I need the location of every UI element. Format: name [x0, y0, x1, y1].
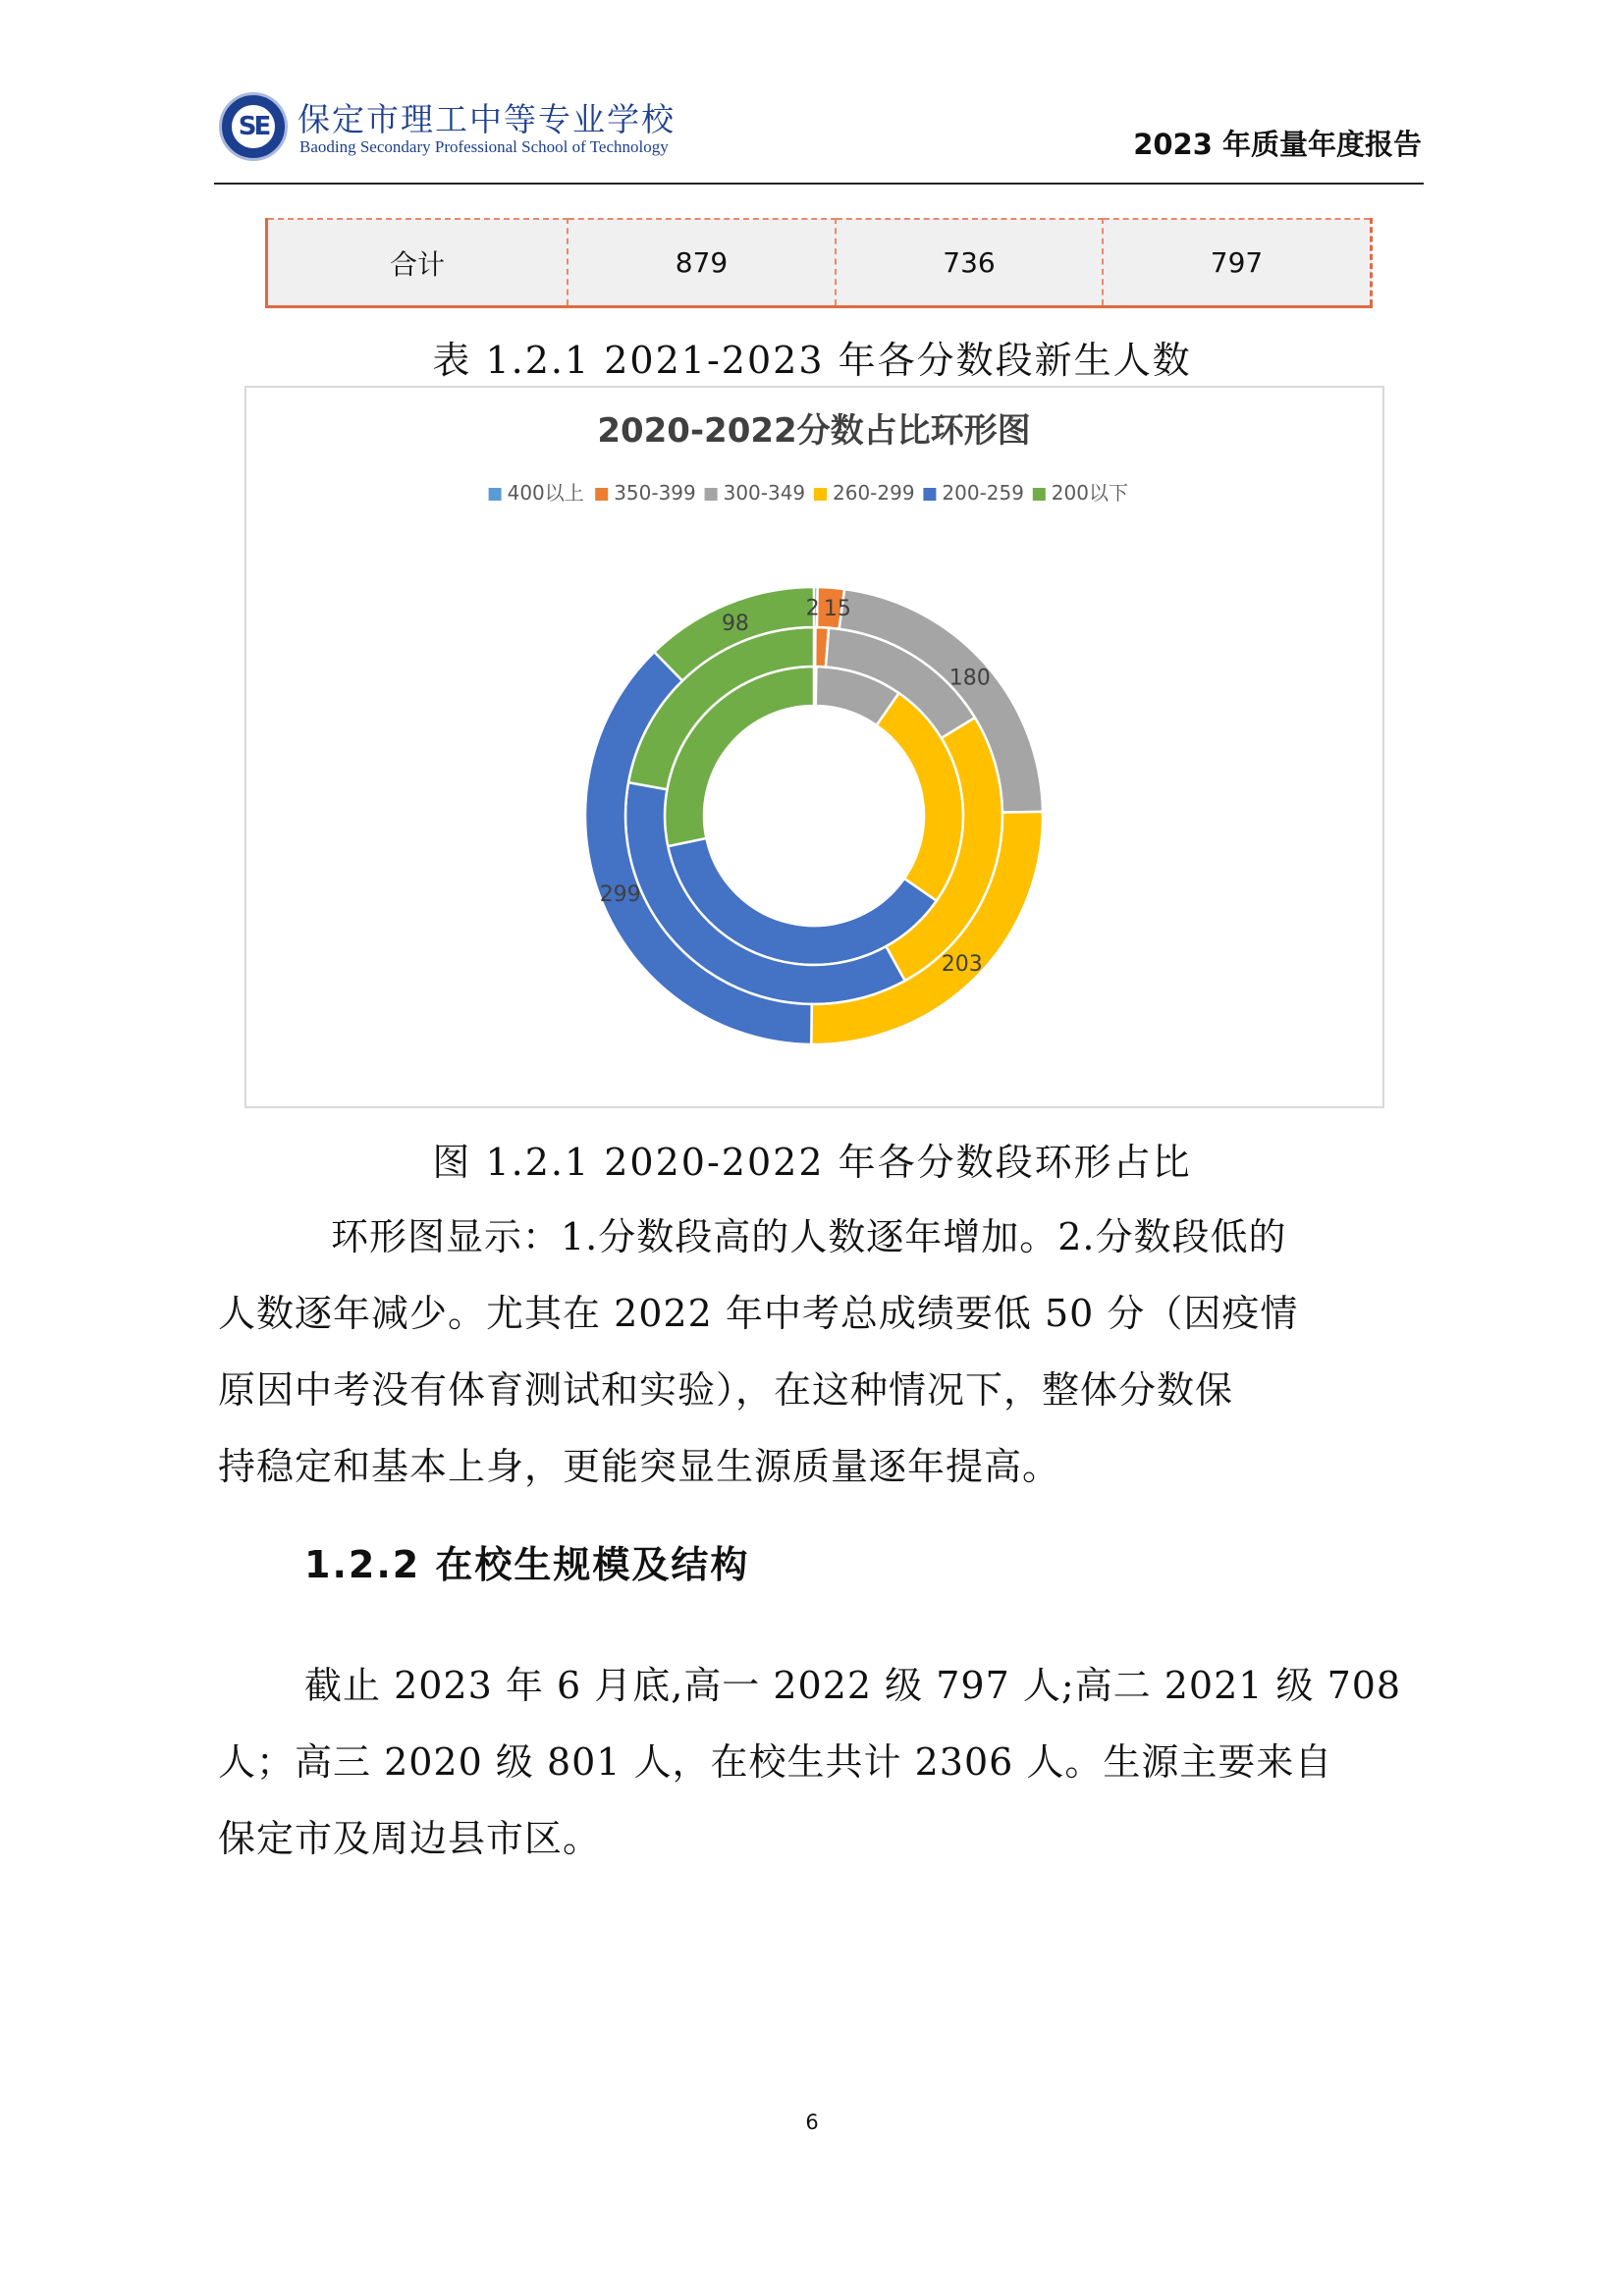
- chart-legend: [489, 481, 1128, 505]
- legend-label: 260-299: [833, 481, 915, 505]
- student-count-table: [265, 218, 1373, 308]
- legend-swatch: [489, 488, 502, 501]
- table-cell-2021: 879: [568, 219, 836, 307]
- legend-label: 400以上: [507, 481, 584, 505]
- body-line: 原因中考没有体育测试和实验），在这种情况下，整体分数保: [218, 1368, 1234, 1412]
- legend-swatch: [923, 488, 936, 501]
- table-row-total: [267, 219, 1372, 307]
- table-cell-2023: 797: [1103, 219, 1372, 307]
- school-name-en: Baoding Secondary Professional School of Technology: [299, 137, 669, 156]
- table-cell-label: 合计: [267, 219, 568, 307]
- school-logo: [219, 92, 288, 161]
- legend-label: 300-349: [723, 481, 806, 505]
- data-label: 2: [805, 596, 820, 621]
- legend-label: 350-399: [614, 481, 696, 505]
- table-cell-2022: 736: [836, 219, 1103, 307]
- section-paragraph: [218, 1647, 1412, 1877]
- section-heading: 1.2.2 在校生规模及结构: [304, 1543, 750, 1586]
- school-logo-mark: SE: [232, 105, 275, 148]
- table-caption: 表 1.2.1 2021-2023 年各分数段新生人数: [432, 339, 1192, 382]
- report-title: 2023 年质量年度报告: [1133, 128, 1422, 161]
- school-name-cn: 保定市理工中等专业学校: [298, 100, 676, 138]
- page-number: 6: [805, 2110, 819, 2134]
- legend-swatch: [595, 488, 608, 501]
- body-line: 环形图显示：1.分数段高的人数逐年增加。2.分数段低的: [331, 1215, 1287, 1258]
- chart-title: 2020-2022分数占比环形图: [597, 411, 1031, 451]
- section-line: 人；高三 2020 级 801 人，在校生共计 2306 人。生源主要来自: [218, 1740, 1333, 1784]
- section-line: 截止 2023 年 6 月底,高一 2022 级 797 人;高二 2021 级 708: [304, 1664, 1402, 1707]
- legend-swatch: [1033, 488, 1046, 501]
- donut-chart: [246, 388, 1382, 1106]
- figure-caption: 图 1.2.1 2020-2022 年各分数段环形占比: [432, 1141, 1192, 1184]
- section-line: 保定市及周边县市区。: [218, 1817, 602, 1860]
- body-line: 人数逐年减少。尤其在 2022 年中考总成绩要低 50 分（因疫情: [218, 1292, 1299, 1335]
- data-label: 180: [948, 666, 991, 691]
- data-label: 299: [599, 881, 641, 907]
- donut-chart-frame: [244, 386, 1384, 1108]
- page-header: [214, 86, 1422, 185]
- legend-swatch: [705, 488, 718, 501]
- legend-label: 200-259: [942, 481, 1024, 505]
- data-label: 203: [941, 951, 983, 977]
- body-paragraph: [218, 1199, 1412, 1505]
- header-divider: [214, 183, 1424, 185]
- data-label: 15: [823, 597, 851, 622]
- legend-swatch: [814, 488, 827, 501]
- data-label: 98: [721, 612, 749, 637]
- legend-label: 200以下: [1051, 481, 1128, 505]
- body-line: 持稳定和基本上身，更能突显生源质量逐年提高。: [218, 1445, 1061, 1488]
